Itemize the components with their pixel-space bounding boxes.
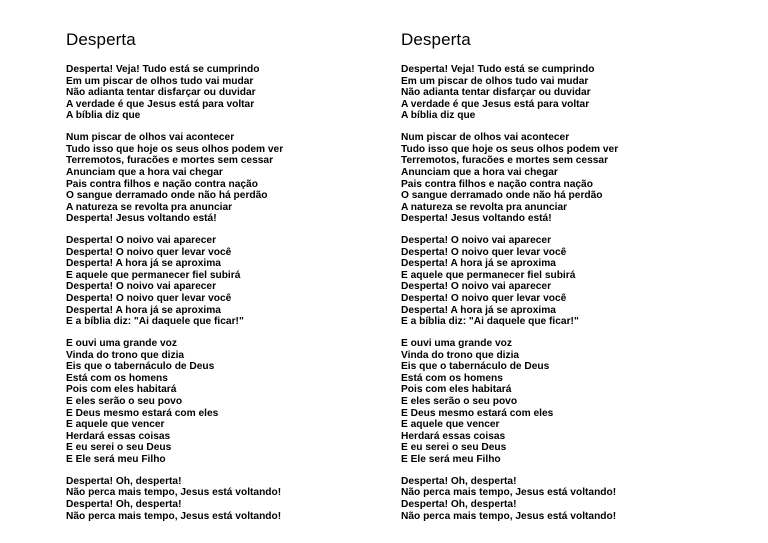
lyrics-column-left xyxy=(66,30,406,533)
lyric-line: Desperta! O noivo vai aparecer xyxy=(401,235,552,247)
lyric-line: Não perca mais tempo, Jesus está voltando! xyxy=(66,487,282,499)
song-title: Desperta xyxy=(401,30,471,49)
lyric-line: Desperta! O noivo vai aparecer xyxy=(66,235,217,247)
lyric-line: Herdará essas coisas xyxy=(401,430,506,442)
lyrics-column-right xyxy=(401,30,741,533)
lyric-line: Desperta! Jesus voltando está! xyxy=(401,213,552,225)
lyric-line: E eu serei o seu Deus xyxy=(401,442,507,454)
lyric-line: E Deus mesmo estará com eles xyxy=(401,407,554,419)
lyric-line: E aquele que permanecer fiel subirá xyxy=(401,269,576,281)
lyric-line: Desperta! A hora já se aproxima xyxy=(66,304,221,316)
lyric-line: O sangue derramado onde não há perdão xyxy=(66,190,268,202)
stanza xyxy=(66,338,406,465)
lyric-line: Desperta! Oh, desperta! xyxy=(401,498,517,510)
lyric-line: Desperta! Jesus voltando está! xyxy=(66,213,217,225)
lyric-line: Não perca mais tempo, Jesus está voltando! xyxy=(401,510,617,522)
lyric-line: Pois com eles habitará xyxy=(401,384,512,396)
lyric-line: Anunciam que a hora vai chegar xyxy=(66,166,223,178)
stanza xyxy=(401,64,741,122)
lyric-line: Pois com eles habitará xyxy=(66,384,177,396)
lyric-line: Tudo isso que hoje os seus olhos podem ver xyxy=(401,143,619,155)
lyric-line: Tudo isso que hoje os seus olhos podem ver xyxy=(66,143,284,155)
lyric-line: Desperta! O noivo quer levar você xyxy=(66,246,232,258)
lyric-line: E Ele será meu Filho xyxy=(66,453,166,465)
lyric-line: Pais contra filhos e nação contra nação xyxy=(401,178,593,190)
stanza xyxy=(66,132,406,224)
lyric-line: Desperta! Veja! Tudo está se cumprindo xyxy=(401,64,595,75)
lyric-line: Terremotos, furacões e mortes sem cessar xyxy=(66,155,274,167)
lyric-line: Não perca mais tempo, Jesus está voltando! xyxy=(401,487,617,499)
lyric-line: Desperta! O noivo vai aparecer xyxy=(401,281,552,293)
lyric-line: A natureza se revolta pra anunciar xyxy=(401,201,568,213)
stanza xyxy=(66,235,406,327)
stanza xyxy=(401,235,741,327)
lyric-line: A verdade é que Jesus está para voltar xyxy=(401,98,590,110)
lyric-line: E aquele que permanecer fiel subirá xyxy=(66,269,241,281)
lyric-line: Em um piscar de olhos tudo vai mudar xyxy=(401,75,589,87)
lyric-line: E aquele que vencer xyxy=(401,419,500,431)
stanza xyxy=(401,476,741,522)
lyric-line: Desperta! A hora já se aproxima xyxy=(401,258,556,270)
lyric-line: Está com os homens xyxy=(401,372,503,384)
lyric-line: Terremotos, furacões e mortes sem cessar xyxy=(401,155,609,167)
lyric-line: Num piscar de olhos vai acontecer xyxy=(401,132,570,144)
lyric-line: A natureza se revolta pra anunciar xyxy=(66,201,233,213)
lyric-line: A bíblia diz que xyxy=(66,110,141,122)
lyric-line: E eu serei o seu Deus xyxy=(66,442,172,454)
stanza xyxy=(401,338,741,465)
lyric-line: E eles serão o seu povo xyxy=(401,396,518,407)
lyric-line: Herdará essas coisas xyxy=(66,430,171,442)
lyric-line: E ouvi uma grande voz xyxy=(401,338,512,350)
lyric-line: Desperta! Oh, desperta! xyxy=(66,475,182,487)
lyric-line: A verdade é que Jesus está para voltar xyxy=(66,98,255,110)
lyric-line: Desperta! Veja! Tudo está se cumprindo xyxy=(66,64,260,75)
lyric-line: E ouvi uma grande voz xyxy=(66,338,177,350)
lyric-line: Pais contra filhos e nação contra nação xyxy=(66,178,258,190)
lyric-line: Eis que o tabernáculo de Deus xyxy=(401,361,550,373)
lyric-line: E a bíblia diz: "Ai daquele que ficar!" xyxy=(66,316,244,328)
lyric-line: E eles serão o seu povo xyxy=(66,396,183,407)
lyric-line: Desperta! O noivo quer levar você xyxy=(401,246,567,258)
lyric-line: Desperta! A hora já se aproxima xyxy=(66,258,221,270)
lyric-line: Desperta! A hora já se aproxima xyxy=(401,304,556,316)
stanza xyxy=(66,64,406,122)
lyric-line: Não adianta tentar disfarçar ou duvidar xyxy=(401,87,591,99)
lyric-line: Eis que o tabernáculo de Deus xyxy=(66,361,215,373)
lyric-line: E aquele que vencer xyxy=(66,419,165,431)
lyric-line: E Ele será meu Filho xyxy=(401,453,501,465)
lyric-line: A bíblia diz que xyxy=(401,110,476,122)
lyric-line: Vinda do trono que dizia xyxy=(401,349,520,361)
lyric-line: Desperta! O noivo quer levar você xyxy=(66,293,232,305)
lyric-line: Vinda do trono que dizia xyxy=(66,349,185,361)
lyric-line: Desperta! Oh, desperta! xyxy=(401,475,517,487)
lyric-line: Está com os homens xyxy=(66,372,168,384)
stanza xyxy=(66,476,406,522)
lyric-line: O sangue derramado onde não há perdão xyxy=(401,190,603,202)
lyric-line: Anunciam que a hora vai chegar xyxy=(401,166,558,178)
lyric-line: Desperta! O noivo quer levar você xyxy=(401,293,567,305)
stanza xyxy=(401,132,741,224)
lyric-line: E a bíblia diz: "Ai daquele que ficar!" xyxy=(401,316,579,328)
song-title: Desperta xyxy=(66,30,136,49)
lyric-line: Não perca mais tempo, Jesus está voltando! xyxy=(66,510,282,522)
lyric-line: Num piscar de olhos vai acontecer xyxy=(66,132,235,144)
lyric-line: Desperta! Oh, desperta! xyxy=(66,498,182,510)
lyric-line: Não adianta tentar disfarçar ou duvidar xyxy=(66,87,256,99)
lyric-line: Em um piscar de olhos tudo vai mudar xyxy=(66,75,254,87)
lyric-line: Desperta! O noivo vai aparecer xyxy=(66,281,217,293)
lyric-line: E Deus mesmo estará com eles xyxy=(66,407,219,419)
